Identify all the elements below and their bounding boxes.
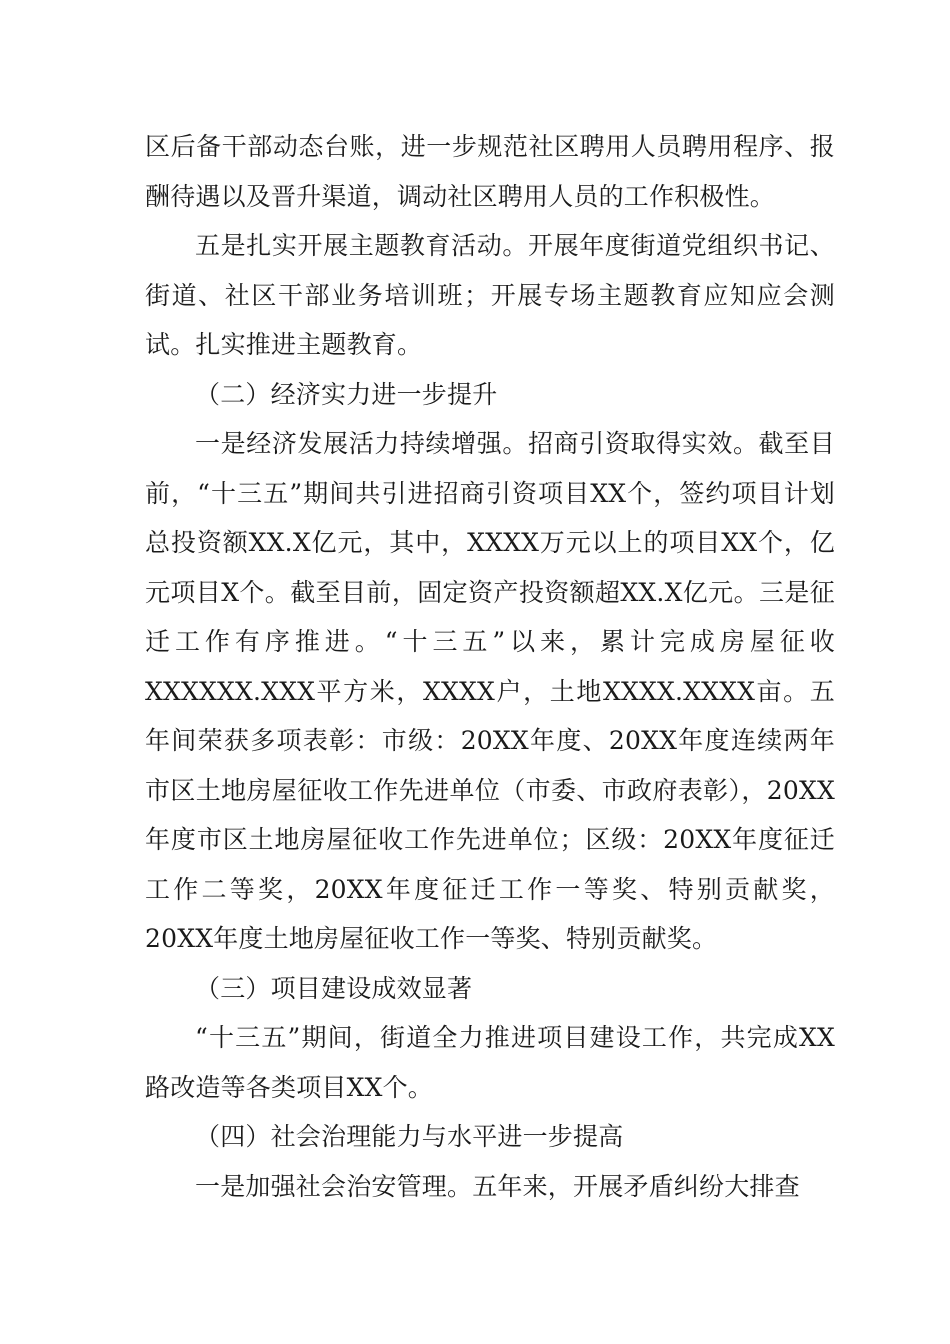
section-heading-governance: （四）社会治理能力与水平进一步提高 xyxy=(195,1122,624,1151)
paragraph-theme-education: 五是扎实开展主题教育活动。开展年度街道党组织书记、街道、社区干部业务培训班；开展专场主题教育应知应会测试。扎实推进主题教育。 xyxy=(145,231,835,359)
paragraph-projects: “十三五”期间，街道全力推进项目建设工作，共完成XX路改造等各类项目XX个。 xyxy=(145,1023,835,1102)
paragraph-continuation: 区后备干部动态台账，进一步规范社区聘用人员聘用程序、报酬待遇以及晋升渠道，调动社区聘用人员的工作积极性。 xyxy=(145,132,835,211)
paragraph-economy: 一是经济发展活力持续增强。招商引资取得实效。截至目前，“十三五”期间共引进招商引资项目XX个，签约项目计划总投资额XX.X亿元，其中，XXXX万元以上的项目XX个，亿元项目X个。截至目前，固定资产投资额超XX.X亿元。三是征迁工作有序推进。“十三五”以来，累计完成房屋征收XXXXXX.XXX平方米，XXXX户，土地XXXX.XXXX亩。五年间荣获多项表彰：市级：20XX年度、20XX年度连续两年市区土地房屋征收工作先进单位（市委、市政府表彰），20XX年度市区土地房屋征收工作先进单位；区级：20XX年度征迁工作二等奖，20XX年度征迁工作一等奖、特别贡献奖，20XX年度土地房屋征收工作一等奖、特别贡献奖。 xyxy=(145,429,835,953)
section-heading-projects: （三）项目建设成效显著 xyxy=(195,973,473,1003)
section-heading-economy: （二）经济实力进一步提升 xyxy=(195,379,498,409)
paragraph-governance: 一是加强社会治安管理。五年来，开展矛盾纠纷大排查 xyxy=(195,1171,800,1201)
document-body xyxy=(145,122,835,1211)
